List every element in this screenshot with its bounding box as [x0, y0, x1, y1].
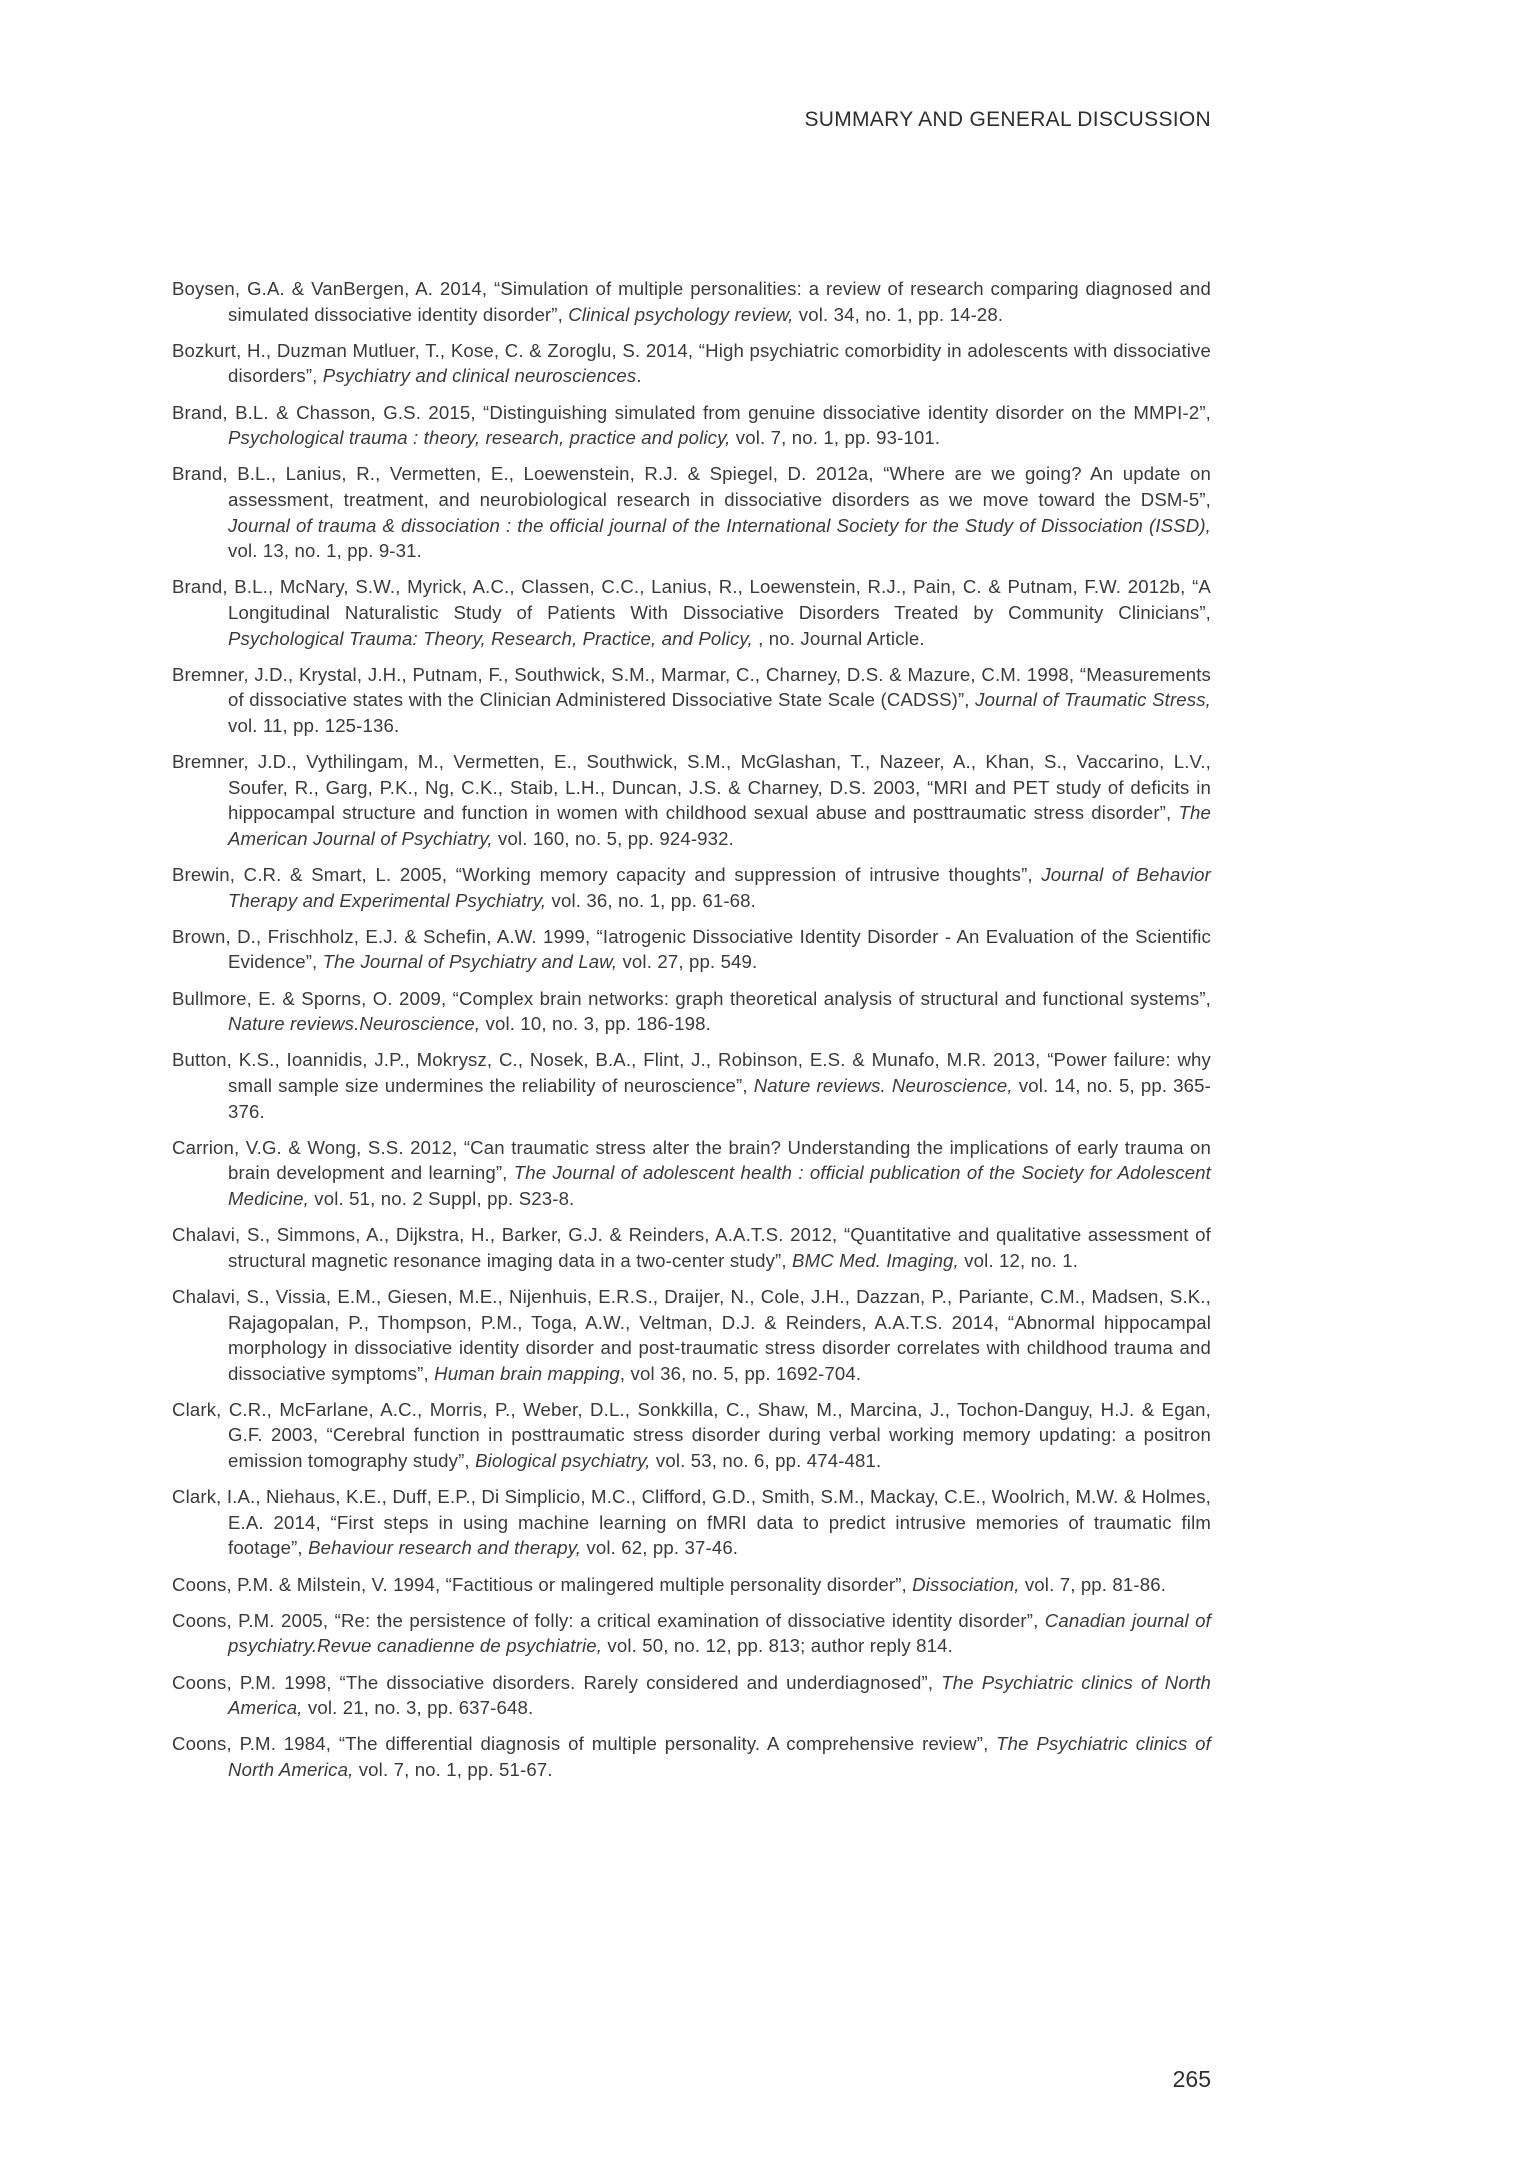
reference-details: vol. 7, no. 1, pp. 93-101. — [730, 427, 941, 449]
reference-text: Bozkurt, H., Duzman Mutluer, T., Kose, C. & Zoroglu, S. 2014, “High psychiatric comorbidity in adolescents with dissociative disorders”, — [172, 339, 1211, 387]
reference-item — [172, 1731, 1211, 1782]
reference-journal: BMC Med. Imaging, — [792, 1249, 959, 1271]
reference-journal: The Journal of Psychiatry and Law, — [322, 951, 618, 973]
reference-journal: Nature reviews.Neuroscience, — [228, 1013, 481, 1035]
reference-text: Coons, P.M. 2005, “Re: the persistence of folly: a critical examination of dissociative identity disorder”, — [172, 1609, 1045, 1631]
reference-text: Bullmore, E. & Sporns, O. 2009, “Complex brain networks: graph theoretical analysis of structural and functional systems”, — [172, 987, 1211, 1009]
reference-details: vol. 53, no. 6, pp. 474-481. — [650, 1450, 882, 1472]
reference-details: vol. 11, pp. 125-136. — [228, 714, 400, 736]
reference-text: Chalavi, S., Vissia, E.M., Giesen, M.E., Nijenhuis, E.R.S., Draijer, N., Cole, J.H., Dazzan, P., Pariante, C.M., Madsen, S.K., Rajagopalan, P., Thompson, P.M., Toga, A.W., Veltman, D.J. & Reinders, A.A.T.S. 2014, “Abnormal hippocampal morphology in dissociative identity disorder and post-traumatic stress disorder correlates with childhood trauma and dissociative symptoms”, — [172, 1285, 1211, 1384]
reference-list — [172, 276, 1211, 1793]
reference-journal: The American Journal of Psychiatry, — [228, 802, 1211, 849]
reference-details: vol. 7, pp. 81-86. — [1019, 1573, 1167, 1595]
reference-text: Coons, P.M. 1984, “The differential diagnosis of multiple personality. A comprehensive review”, — [172, 1733, 997, 1755]
reference-details: vol. 21, no. 3, pp. 637-648. — [302, 1697, 534, 1719]
reference-journal: Psychiatry and clinical neurosciences — [322, 365, 637, 387]
reference-item — [172, 1397, 1211, 1474]
reference-text: Coons, P.M. 1998, “The dissociative disorders. Rarely considered and underdiagnosed”, — [172, 1671, 942, 1693]
reference-details: vol. 51, no. 2 Suppl, pp. S23-8. — [308, 1187, 575, 1209]
reference-text: Bremner, J.D., Vythilingam, M., Vermetten, E., Southwick, S.M., McGlashan, T., Nazeer, A., Khan, S., Vaccarino, L.V., Soufer, R., Garg, P.K., Ng, C.K., Staib, L.H., Duncan, J.S. & Charney, D.S. 2003, “MRI and PET study of deficits in hippocampal structure and function in women with childhood sexual abuse and posttraumatic stress disorder”, — [172, 751, 1211, 824]
reference-details: vol. 62, pp. 37-46. — [581, 1537, 739, 1559]
reference-journal: Journal of trauma & dissociation : the official journal of the International Society for the Study of Dissociation (ISSD), — [228, 514, 1211, 536]
reference-item — [172, 749, 1211, 851]
reference-journal: Clinical psychology review, — [568, 303, 794, 325]
reference-text: Bremner, J.D., Krystal, J.H., Putnam, F., Southwick, S.M., Marmar, C., Charney, D.S. & Mazure, C.M. 1998, “Measurements of dissociative states with the Clinician Administered Dissociative State Scale (CADSS)”, — [172, 663, 1211, 711]
reference-item — [172, 1670, 1211, 1721]
reference-details: vol. 14, no. 5, pp. 365-376. — [228, 1074, 1211, 1122]
reference-details: vol. 34, no. 1, pp. 14-28. — [793, 303, 1004, 325]
reference-journal: Journal of Behavior Therapy and Experimental Psychiatry, — [228, 864, 1211, 911]
reference-details: . — [636, 365, 642, 387]
reference-item — [172, 1047, 1211, 1124]
reference-item — [172, 862, 1211, 913]
reference-text: Brand, B.L. & Chasson, G.S. 2015, “Distinguishing simulated from genuine dissociative identity disorder on the MMPI-2”, — [172, 401, 1211, 423]
reference-journal: Dissociation, — [912, 1573, 1020, 1595]
reference-journal: Biological psychiatry, — [475, 1450, 651, 1472]
reference-item — [172, 1135, 1211, 1212]
reference-item — [172, 574, 1211, 651]
reference-text: Brewin, C.R. & Smart, L. 2005, “Working memory capacity and suppression of intrusive thoughts”, — [172, 864, 1042, 886]
reference-journal: Nature reviews. Neuroscience, — [753, 1074, 1013, 1096]
reference-journal: The Psychiatric clinics of North America, — [228, 1671, 1211, 1719]
reference-item — [172, 338, 1211, 389]
reference-details: vol. 50, no. 12, pp. 813; author reply 814. — [602, 1635, 953, 1657]
reference-item — [172, 276, 1211, 327]
reference-text: Boysen, G.A. & VanBergen, A. 2014, “Simulation of multiple personalities: a review of research comparing diagnosed and simulated dissociative identity disorder”, — [172, 278, 1211, 325]
reference-text: Brand, B.L., Lanius, R., Vermetten, E., Loewenstein, R.J. & Spiegel, D. 2012a, “Where are we going? An update on assessment, treatment, and neurobiological research in dissociative disorders as we move toward the DSM-5”, — [172, 463, 1211, 510]
reference-item — [172, 662, 1211, 739]
page-number: 265 — [1172, 2066, 1211, 2092]
reference-text: Button, K.S., Ioannidis, J.P., Mokrysz, C., Nosek, B.A., Flint, J., Robinson, E.S. & Munafo, M.R. 2013, “Power failure: why small sample size undermines the reliability of neuroscience”, — [172, 1049, 1211, 1096]
reference-details: vol. 36, no. 1, pp. 61-68. — [546, 889, 756, 911]
reference-journal: Journal of Traumatic Stress, — [975, 689, 1211, 711]
reference-details: vol. 12, no. 1. — [958, 1249, 1079, 1271]
reference-details: vol. 7, no. 1, pp. 51-67. — [353, 1758, 553, 1780]
reference-text: Chalavi, S., Simmons, A., Dijkstra, H., Barker, G.J. & Reinders, A.A.T.S. 2012, “Quantitative and qualitative assessment of structural magnetic resonance imaging data in a two-center study”, — [172, 1224, 1211, 1271]
reference-journal: The Psychiatric clinics of North America, — [228, 1733, 1211, 1780]
reference-item — [172, 400, 1211, 451]
reference-details: , no. Journal Article. — [752, 627, 925, 649]
reference-item — [172, 461, 1211, 563]
reference-journal: Behaviour research and therapy, — [308, 1537, 582, 1559]
reference-item — [172, 1608, 1211, 1659]
reference-journal: Canadian journal of psychiatry.Revue canadienne de psychiatrie, — [228, 1609, 1211, 1657]
reference-details: vol. 10, no. 3, pp. 186-198. — [480, 1013, 711, 1035]
reference-text: Clark, C.R., McFarlane, A.C., Morris, P., Weber, D.L., Sonkkilla, C., Shaw, M., Marcina, J., Tochon-Danguy, H.J. & Egan, G.F. 2003, “Cerebral function in posttraumatic stress disorder during verbal working memory updating: a positron emission tomography study”, — [172, 1398, 1211, 1472]
running-header: SUMMARY AND GENERAL DISCUSSION — [804, 108, 1211, 131]
reference-text: Carrion, V.G. & Wong, S.S. 2012, “Can traumatic stress alter the brain? Understanding the implications of early trauma on brain development and learning”, — [172, 1136, 1211, 1184]
reference-item — [172, 986, 1211, 1037]
reference-details: vol. 160, no. 5, pp. 924-932. — [492, 827, 734, 849]
reference-item — [172, 1284, 1211, 1386]
reference-journal: Psychological trauma : theory, research, practice and policy, — [228, 427, 731, 449]
reference-item — [172, 924, 1211, 975]
reference-details: vol. 13, no. 1, pp. 9-31. — [228, 540, 422, 562]
reference-details: , vol 36, no. 5, pp. 1692-704. — [619, 1362, 862, 1384]
reference-text: Clark, I.A., Niehaus, K.E., Duff, E.P., Di Simplicio, M.C., Clifford, G.D., Smith, S.M., Mackay, C.E., Woolrich, M.W. & Holmes, E.A. 2014, “First steps in using machine learning on fMRI data to predict intrusive memories of traumatic film footage”, — [172, 1486, 1211, 1559]
reference-journal: Psychological Trauma: Theory, Research, Practice, and Policy, — [228, 627, 753, 649]
reference-item — [172, 1484, 1211, 1561]
reference-details: vol. 27, pp. 549. — [617, 951, 758, 973]
reference-text: Brand, B.L., McNary, S.W., Myrick, A.C., Classen, C.C., Lanius, R., Loewenstein, R.J., Pain, C. & Putnam, F.W. 2012b, “A Longitudinal Naturalistic Study of Patients With Dissociative Disorders Treated by Community Clinicians”, — [172, 576, 1211, 623]
reference-journal: The Journal of adolescent health : official publication of the Society for Adolescent Medicine, — [228, 1162, 1211, 1209]
reference-item — [172, 1572, 1211, 1598]
reference-item — [172, 1222, 1211, 1273]
reference-text: Brown, D., Frischholz, E.J. & Schefin, A.W. 1999, “Iatrogenic Dissociative Identity Disorder - An Evaluation of the Scientific Evidence”, — [172, 925, 1211, 973]
reference-text: Coons, P.M. & Milstein, V. 1994, “Factitious or malingered multiple personality disorder”, — [172, 1573, 913, 1595]
reference-journal: Human brain mapping — [434, 1362, 620, 1384]
